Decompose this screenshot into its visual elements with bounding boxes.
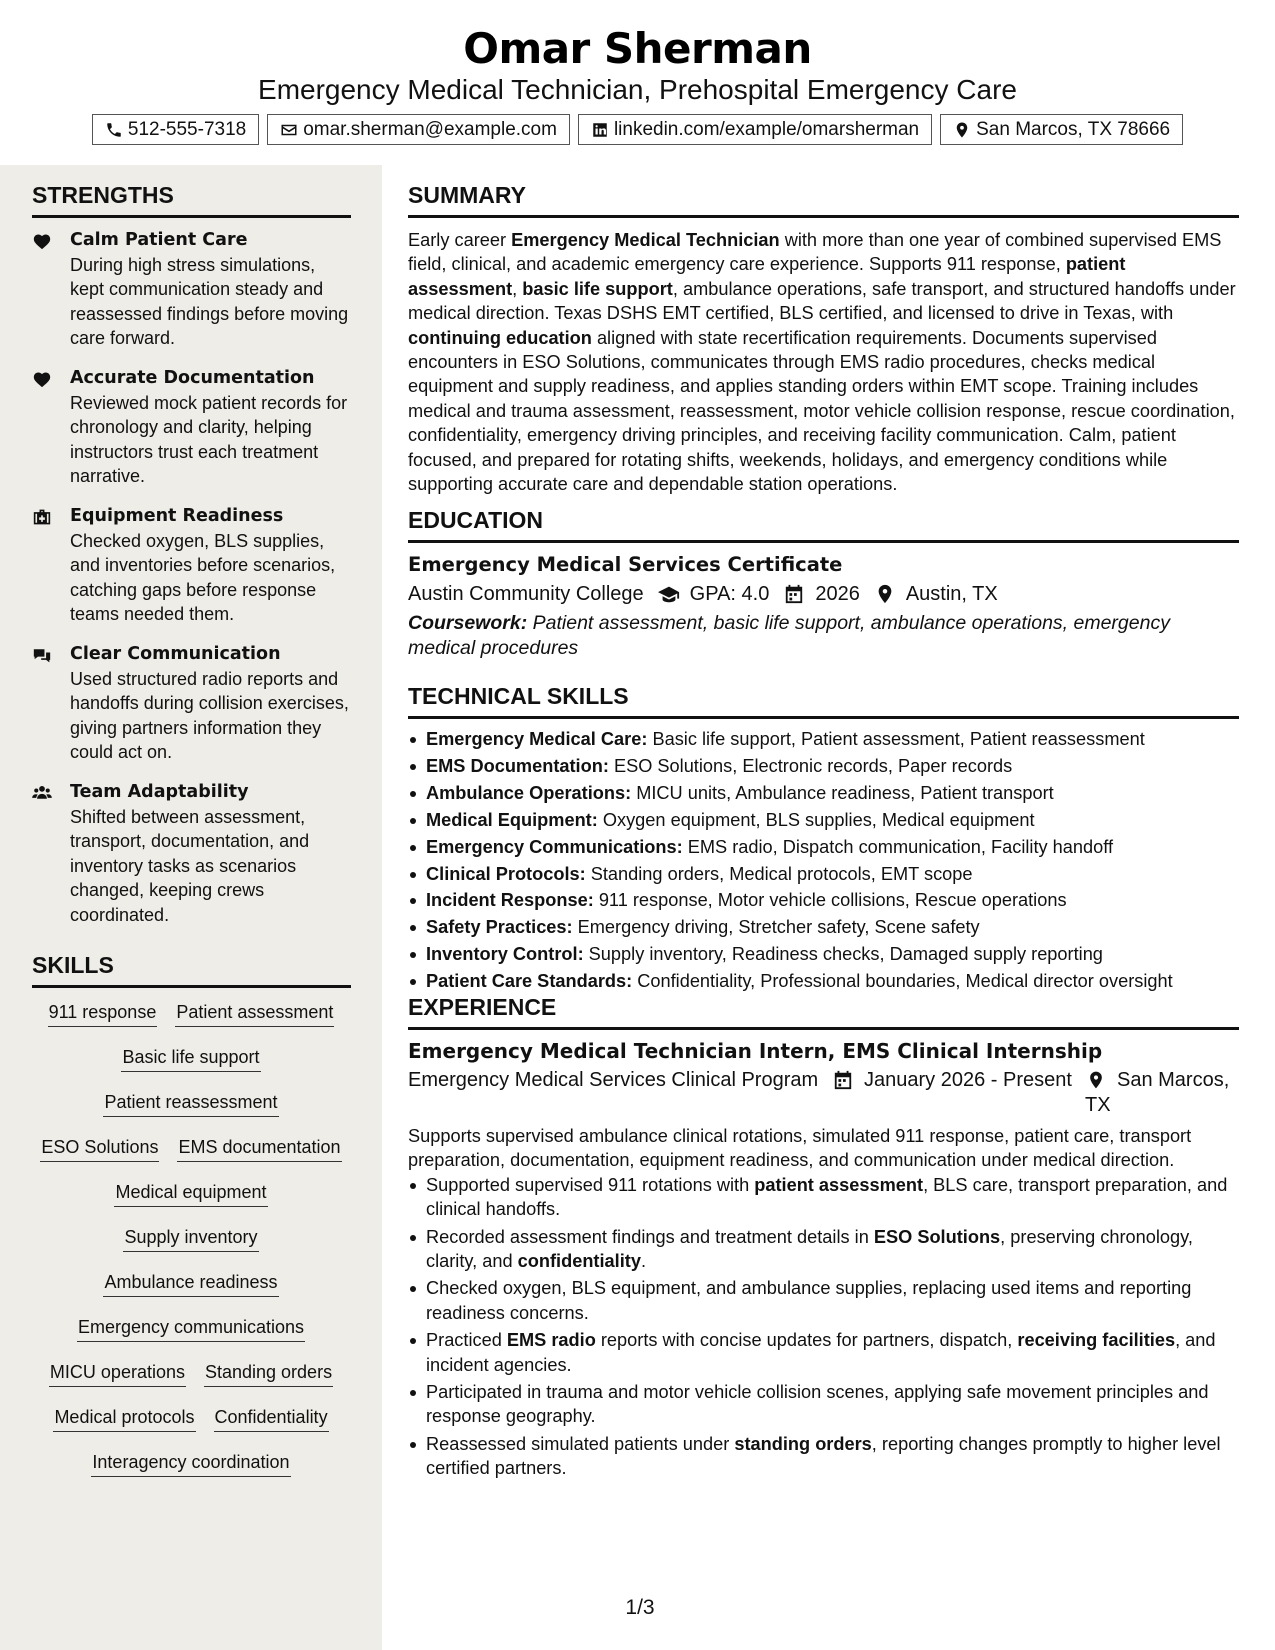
contact-email[interactable] [267,114,570,145]
summary-heading: SUMMARY [408,182,1239,218]
job-meta [408,1068,1239,1124]
job-intro: Supports supervised ambulance clinical rotations, simulated 911 response, patient care, transport preparation, documentation, equipment readiness, and communication under medical direction. [408,1126,1192,1171]
list-item [408,968,1239,995]
list-item [408,941,1239,968]
gpa: GPA: 4.0 [689,583,770,605]
skill-tag: Ambulance readiness [103,1270,278,1297]
job-bullets [408,1173,1239,1481]
list-item [408,1432,1239,1481]
skill-tag: Medical protocols [53,1405,195,1432]
list-item [408,726,1239,753]
skills-list [24,1000,358,1495]
skill-values: Basic life support, Patient assessment, Patient reassessment [647,729,1145,749]
text-run: , preserving chronology, clarity, and [426,1226,1193,1272]
heart-icon [32,232,52,250]
experience-section [408,994,1239,1484]
text-run: Reassessed simulated patients under [426,1433,735,1454]
emphasis-text: standing orders [734,1433,872,1454]
strength-body: Checked oxygen, BLS supplies, and inventories before scenarios, catching gaps before response teams needed them. [70,531,336,625]
skill-tag: Patient assessment [175,1000,334,1027]
skill-category: Patient Care Standards: [426,971,633,992]
list-item [408,1380,1239,1429]
strength-title: Accurate Documentation [70,368,315,388]
coursework [408,611,1239,660]
skills-heading: SKILLS [32,952,351,988]
skill-tag: Interagency coordination [91,1450,290,1477]
graduation-year: 2026 [815,583,860,605]
emphasis-text: Emergency Medical Technician [511,230,780,250]
skill-category: Medical Equipment: [426,809,598,830]
list-item [408,780,1239,807]
text-run: with more than one year of combined supervised EMS field, clinical, and academic emergency care experience. Supports 911 response, [408,230,1222,275]
candidate-subtitle: Emergency Medical Technician, Prehospital Emergency Care [258,74,1017,105]
skill-tag: Patient reassessment [103,1090,278,1117]
skill-tag: 911 response [48,1000,158,1027]
skill-category: Ambulance Operations: [426,782,632,803]
skill-values: 911 response, Motor vehicle collisions, Rescue operations [593,890,1067,911]
candidate-name: Omar Sherman [463,24,812,73]
skill-values: EMS radio, Dispatch communication, Facility handoff [682,836,1113,857]
technical-skills-list [408,726,1239,995]
heart-icon [32,370,52,388]
text-run: , BLS care, transport preparation, and clinical handoffs. [426,1174,1228,1220]
list-item [408,861,1239,888]
strength-title: Clear Communication [70,644,281,664]
skill-tag: EMS documentation [177,1135,341,1162]
skill-values: Confidentiality, Professional boundaries, Medical director oversight [632,971,1173,992]
calendar-icon [783,584,805,604]
sidebar [0,165,382,1650]
education-meta [408,580,1239,608]
school-location: Austin, TX [905,583,998,605]
skill-tag: ESO Solutions [40,1135,159,1162]
skill-tag: MICU operations [49,1360,186,1387]
list-item [408,1276,1239,1325]
text-run: reports with concise updates for partners, dispatch, [595,1330,1018,1351]
skill-tag: Confidentiality [214,1405,329,1432]
list-item [408,834,1239,861]
emphasis-text: basic life support [522,278,673,299]
emphasis-text: receiving facilities [1017,1330,1176,1351]
list-item [408,1328,1239,1377]
skill-category: Clinical Protocols: [426,863,586,884]
summary-section [408,182,1239,496]
strength-item [32,228,352,351]
text-run: Participated in trauma and motor vehicle collision scenes, applying safe movement principles and response geography. [426,1382,1209,1427]
job-dates: January 2026 - Present [864,1069,1072,1091]
strength-body: Used structured radio reports and handoffs during collision exercises, giving partners information they could act on. [70,669,349,763]
list-item [408,753,1239,780]
strength-body: Reviewed mock patient records for chronology and clarity, helping instructors trust each treatment narrative. [70,393,348,487]
degree-title: Emergency Medical Services Certificate [408,553,843,576]
text-run: , reporting changes promptly to higher level certified partners. [426,1433,1221,1479]
list-item [408,887,1239,914]
text-run: . [640,1251,646,1272]
strength-item [32,366,352,489]
skill-values: Oxygen equipment, BLS supplies, Medical equipment [597,809,1035,830]
skill-values: Standing orders, Medical protocols, EMT scope [585,863,973,884]
phone-icon [105,121,123,139]
text-run: Checked oxygen, BLS equipment, and ambulance supplies, replacing used items and reporting readiness concerns. [426,1278,1192,1323]
contact-email-text: omar.sherman@example.com [303,118,557,140]
text-run: , and incident agencies. [426,1330,1216,1375]
emphasis-text: patient assessment [408,254,1126,299]
list-item [408,1225,1239,1274]
contact-location-text: San Marcos, TX 78666 [976,118,1171,140]
emphasis-text: ESO Solutions [873,1226,1001,1247]
skill-category: Safety Practices: [426,917,573,938]
skill-category: Emergency Communications: [426,836,683,857]
skill-tag: Medical equipment [114,1180,267,1207]
strength-title: Team Adaptability [70,782,249,802]
skill-category: Incident Response: [426,890,594,911]
text-run: aligned with state recertification requirements. Documents supervised encounters in ESO Solutions, communicates through EMS radio procedures, checks medical equipment and supply readiness, and applies standing orders within EMT scope. Training includes medical and trauma assessment, reassessment, motor vehicle collision response, rescue coordination, confidentiality, emergency driving principles, and receiving facility communication. Calm, patient focused, and prepared for rotating shifts, weekends, holidays, and emergency conditions while supporting accurate care and dependable station operations. [408,327,1235,495]
envelope-icon [280,121,298,139]
education-heading: EDUCATION [408,507,1239,543]
contact-phone-text: 512-555-7318 [127,118,247,140]
coursework-text: Patient assessment, basic life support, ambulance operations, emergency medical procedures [408,612,1170,659]
emphasis-text: continuing education [408,327,592,348]
coursework-label: Coursework: [408,612,528,634]
skill-values: Supply inventory, Readiness checks, Damaged supply reporting [583,944,1103,965]
contact-linkedin[interactable] [578,114,932,145]
list-item [408,807,1239,834]
emphasis-text: EMS radio [506,1330,596,1351]
graduation-cap-icon [658,584,680,604]
job-title: Emergency Medical Technician Intern, EMS Clinical Internship [408,1039,1103,1063]
skill-tag: Standing orders [204,1360,333,1387]
text-run: Early career [408,230,512,250]
strength-title: Calm Patient Care [70,230,248,250]
contact-location [940,114,1183,145]
strength-item [32,642,352,765]
chat-bubbles-icon [32,646,52,664]
map-pin-icon [953,121,971,139]
strength-body: During high stress simulations, kept communication steady and reassessed findings before moving care forward. [70,255,349,349]
linkedin-icon [591,121,609,139]
medical-kit-icon [32,508,52,526]
text-run: Supported supervised 911 rotations with [426,1174,755,1195]
contact-linkedin-text: linkedin.com/example/omarsherman [613,118,920,140]
organization: Emergency Medical Services Clinical Program [408,1069,819,1091]
page-number: 1/3 [625,1596,655,1619]
strength-item [32,780,352,927]
experience-heading: EXPERIENCE [408,994,1239,1030]
skill-category: EMS Documentation: [426,755,609,776]
technical-skills-heading: TECHNICAL SKILLS [408,683,1239,719]
users-icon [32,784,52,802]
contact-phone[interactable] [92,114,259,145]
emphasis-text: patient assessment [754,1174,924,1195]
summary-text [408,228,1239,496]
skill-category: Emergency Medical Care: [426,729,648,749]
strengths-heading: STRENGTHS [32,182,351,218]
technical-skills-section [408,683,1239,995]
emphasis-text: confidentiality [517,1251,641,1272]
contact-bar [0,114,1275,145]
school-name: Austin Community College [408,583,644,605]
list-item [408,1173,1239,1222]
text-run: Recorded assessment findings and treatment details in [426,1226,874,1247]
skill-tag: Basic life support [121,1045,260,1072]
list-item [408,914,1239,941]
map-pin-icon [874,584,896,604]
skill-category: Inventory Control: [426,944,584,965]
skill-tag: Supply inventory [123,1225,258,1252]
text-run: , [512,278,523,299]
skill-tag: Emergency communications [77,1315,305,1342]
skill-values: ESO Solutions, Electronic records, Paper records [608,755,1013,776]
job-location: San Marcos, TX [1085,1069,1230,1116]
skill-values: Emergency driving, Stretcher safety, Scene safety [572,917,980,938]
text-run: , ambulance operations, safe transport, and structured handoffs under medical direction. Texas DSHS EMT certified, BLS certified, and licensed to drive in Texas, with [408,278,1236,324]
strength-item [32,504,352,627]
strength-title: Equipment Readiness [70,506,284,526]
skill-values: MICU units, Ambulance readiness, Patient transport [631,782,1054,803]
strength-body: Shifted between assessment, transport, documentation, and inventory tasks as scenarios changed, keeping crews coordinated. [70,807,310,925]
calendar-icon [832,1070,854,1090]
education-section [408,507,1239,660]
text-run: Practiced [426,1330,507,1351]
